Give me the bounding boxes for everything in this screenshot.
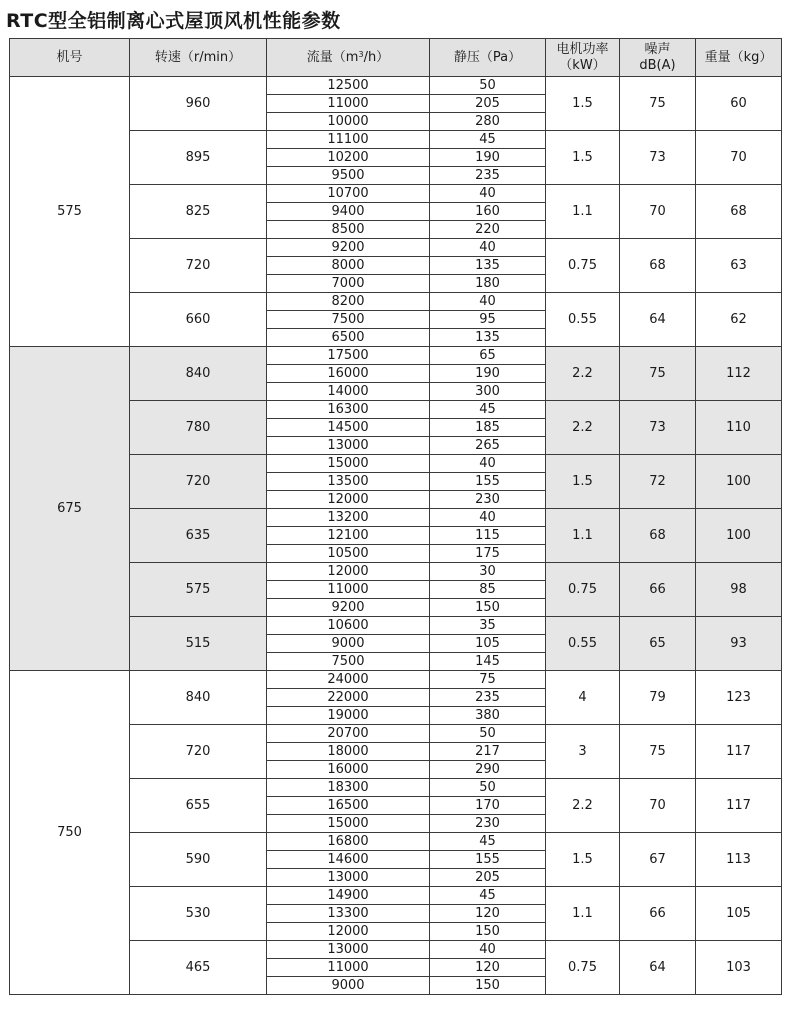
flow-cell: 9200 <box>267 239 430 257</box>
speed-cell: 515 <box>130 617 267 671</box>
header-power-line1: 电机功率 <box>556 41 609 57</box>
weight-cell: 112 <box>696 347 782 401</box>
noise-cell: 73 <box>620 401 696 455</box>
pressure-cell: 235 <box>430 167 546 185</box>
flow-cell: 7500 <box>267 653 430 671</box>
noise-cell: 64 <box>620 293 696 347</box>
pressure-cell: 290 <box>430 761 546 779</box>
weight-cell: 100 <box>696 509 782 563</box>
power-cell: 1.5 <box>546 455 620 509</box>
speed-cell: 720 <box>130 239 267 293</box>
power-cell: 0.75 <box>546 563 620 617</box>
pressure-cell: 150 <box>430 599 546 617</box>
weight-cell: 93 <box>696 617 782 671</box>
flow-cell: 12000 <box>267 563 430 581</box>
noise-cell: 73 <box>620 131 696 185</box>
noise-cell: 79 <box>620 671 696 725</box>
speed-cell: 660 <box>130 293 267 347</box>
flow-cell: 22000 <box>267 689 430 707</box>
flow-cell: 14900 <box>267 887 430 905</box>
pressure-cell: 265 <box>430 437 546 455</box>
flow-cell: 11100 <box>267 131 430 149</box>
pressure-cell: 300 <box>430 383 546 401</box>
flow-cell: 14600 <box>267 851 430 869</box>
header-pressure: 静压（Pa） <box>430 39 546 77</box>
flow-cell: 8000 <box>267 257 430 275</box>
flow-cell: 11000 <box>267 959 430 977</box>
power-cell: 1.5 <box>546 131 620 185</box>
pressure-cell: 135 <box>430 257 546 275</box>
header-noise <box>620 39 696 77</box>
flow-cell: 10000 <box>267 113 430 131</box>
speed-cell: 720 <box>130 455 267 509</box>
pressure-cell: 45 <box>430 401 546 419</box>
flow-cell: 7500 <box>267 311 430 329</box>
pressure-cell: 50 <box>430 725 546 743</box>
weight-cell: 113 <box>696 833 782 887</box>
weight-cell: 70 <box>696 131 782 185</box>
table-header-row <box>10 39 782 77</box>
flow-cell: 7000 <box>267 275 430 293</box>
flow-cell: 8200 <box>267 293 430 311</box>
flow-cell: 24000 <box>267 671 430 689</box>
pressure-cell: 205 <box>430 95 546 113</box>
flow-cell: 9000 <box>267 635 430 653</box>
header-flow-prefix: 流量（m <box>306 49 359 65</box>
flow-cell: 9500 <box>267 167 430 185</box>
speed-cell: 530 <box>130 887 267 941</box>
pressure-cell: 75 <box>430 671 546 689</box>
flow-cell: 15000 <box>267 815 430 833</box>
pressure-cell: 65 <box>430 347 546 365</box>
pressure-cell: 190 <box>430 149 546 167</box>
header-weight: 重量（kg） <box>696 39 782 77</box>
pressure-cell: 160 <box>430 203 546 221</box>
pressure-cell: 150 <box>430 923 546 941</box>
speed-cell: 720 <box>130 725 267 779</box>
pressure-cell: 170 <box>430 797 546 815</box>
flow-cell: 20700 <box>267 725 430 743</box>
pressure-cell: 280 <box>430 113 546 131</box>
pressure-cell: 120 <box>430 959 546 977</box>
pressure-cell: 30 <box>430 563 546 581</box>
table-row <box>10 671 782 689</box>
model-cell: 675 <box>10 347 130 671</box>
flow-cell: 10700 <box>267 185 430 203</box>
noise-cell: 65 <box>620 617 696 671</box>
pressure-cell: 40 <box>430 941 546 959</box>
pressure-cell: 145 <box>430 653 546 671</box>
pressure-cell: 155 <box>430 851 546 869</box>
pressure-cell: 35 <box>430 617 546 635</box>
speed-cell: 825 <box>130 185 267 239</box>
pressure-cell: 230 <box>430 815 546 833</box>
flow-cell: 8500 <box>267 221 430 239</box>
flow-cell: 13500 <box>267 473 430 491</box>
noise-cell: 66 <box>620 887 696 941</box>
pressure-cell: 150 <box>430 977 546 995</box>
header-model: 机号 <box>10 39 130 77</box>
pressure-cell: 175 <box>430 545 546 563</box>
speed-cell: 780 <box>130 401 267 455</box>
pressure-cell: 40 <box>430 455 546 473</box>
power-cell: 2.2 <box>546 347 620 401</box>
weight-cell: 63 <box>696 239 782 293</box>
pressure-cell: 185 <box>430 419 546 437</box>
weight-cell: 62 <box>696 293 782 347</box>
pressure-cell: 40 <box>430 239 546 257</box>
noise-cell: 75 <box>620 347 696 401</box>
power-cell: 2.2 <box>546 401 620 455</box>
flow-cell: 12100 <box>267 527 430 545</box>
header-flow-sup: 3 <box>358 49 364 59</box>
pressure-cell: 105 <box>430 635 546 653</box>
pressure-cell: 50 <box>430 779 546 797</box>
flow-cell: 10200 <box>267 149 430 167</box>
flow-cell: 9000 <box>267 977 430 995</box>
header-flow-suffix: /h） <box>363 49 390 65</box>
pressure-cell: 40 <box>430 509 546 527</box>
flow-cell: 19000 <box>267 707 430 725</box>
flow-cell: 17500 <box>267 347 430 365</box>
flow-cell: 10500 <box>267 545 430 563</box>
flow-cell: 13300 <box>267 905 430 923</box>
pressure-cell: 220 <box>430 221 546 239</box>
speed-cell: 590 <box>130 833 267 887</box>
speed-cell: 465 <box>130 941 267 995</box>
speed-cell: 575 <box>130 563 267 617</box>
power-cell: 0.75 <box>546 941 620 995</box>
flow-cell: 14000 <box>267 383 430 401</box>
flow-cell: 16300 <box>267 401 430 419</box>
header-power <box>546 39 620 77</box>
flow-cell: 11000 <box>267 581 430 599</box>
noise-cell: 68 <box>620 239 696 293</box>
flow-cell: 16000 <box>267 365 430 383</box>
page-title: RTC型全铝制离心式屋顶风机性能参数 <box>6 10 341 32</box>
pressure-cell: 40 <box>430 185 546 203</box>
flow-cell: 11000 <box>267 95 430 113</box>
weight-cell: 117 <box>696 779 782 833</box>
noise-cell: 75 <box>620 77 696 131</box>
table-row <box>10 347 782 365</box>
pressure-cell: 115 <box>430 527 546 545</box>
pressure-cell: 380 <box>430 707 546 725</box>
pressure-cell: 135 <box>430 329 546 347</box>
power-cell: 2.2 <box>546 779 620 833</box>
weight-cell: 100 <box>696 455 782 509</box>
flow-cell: 13200 <box>267 509 430 527</box>
model-cell: 575 <box>10 77 130 347</box>
performance-table <box>9 38 782 995</box>
speed-cell: 840 <box>130 347 267 401</box>
weight-cell: 103 <box>696 941 782 995</box>
pressure-cell: 205 <box>430 869 546 887</box>
pressure-cell: 120 <box>430 905 546 923</box>
flow-cell: 18000 <box>267 743 430 761</box>
header-power-line2: （kW） <box>559 57 606 73</box>
power-cell: 1.5 <box>546 833 620 887</box>
flow-cell: 16500 <box>267 797 430 815</box>
flow-cell: 16800 <box>267 833 430 851</box>
flow-cell: 15000 <box>267 455 430 473</box>
header-noise-line2: dB(A) <box>639 57 676 73</box>
power-cell: 1.1 <box>546 185 620 239</box>
power-cell: 3 <box>546 725 620 779</box>
weight-cell: 117 <box>696 725 782 779</box>
pressure-cell: 217 <box>430 743 546 761</box>
flow-cell: 13000 <box>267 437 430 455</box>
speed-cell: 960 <box>130 77 267 131</box>
table-row <box>10 77 782 95</box>
pressure-cell: 45 <box>430 833 546 851</box>
weight-cell: 98 <box>696 563 782 617</box>
flow-cell: 13000 <box>267 941 430 959</box>
header-noise-line1: 噪声 <box>644 41 671 57</box>
header-flow <box>267 39 430 77</box>
pressure-cell: 155 <box>430 473 546 491</box>
pressure-cell: 85 <box>430 581 546 599</box>
pressure-cell: 50 <box>430 77 546 95</box>
weight-cell: 123 <box>696 671 782 725</box>
flow-cell: 6500 <box>267 329 430 347</box>
pressure-cell: 230 <box>430 491 546 509</box>
power-cell: 0.55 <box>546 293 620 347</box>
noise-cell: 68 <box>620 509 696 563</box>
flow-cell: 16000 <box>267 761 430 779</box>
noise-cell: 66 <box>620 563 696 617</box>
header-speed: 转速（r/min） <box>130 39 267 77</box>
noise-cell: 67 <box>620 833 696 887</box>
power-cell: 0.75 <box>546 239 620 293</box>
power-cell: 1.1 <box>546 887 620 941</box>
flow-cell: 14500 <box>267 419 430 437</box>
flow-cell: 13000 <box>267 869 430 887</box>
weight-cell: 60 <box>696 77 782 131</box>
weight-cell: 68 <box>696 185 782 239</box>
noise-cell: 70 <box>620 779 696 833</box>
noise-cell: 70 <box>620 185 696 239</box>
pressure-cell: 235 <box>430 689 546 707</box>
pressure-cell: 180 <box>430 275 546 293</box>
power-cell: 0.55 <box>546 617 620 671</box>
speed-cell: 635 <box>130 509 267 563</box>
table-body <box>10 77 782 995</box>
noise-cell: 75 <box>620 725 696 779</box>
speed-cell: 840 <box>130 671 267 725</box>
flow-cell: 9400 <box>267 203 430 221</box>
flow-cell: 9200 <box>267 599 430 617</box>
weight-cell: 110 <box>696 401 782 455</box>
pressure-cell: 95 <box>430 311 546 329</box>
flow-cell: 12500 <box>267 77 430 95</box>
pressure-cell: 40 <box>430 293 546 311</box>
flow-cell: 18300 <box>267 779 430 797</box>
speed-cell: 895 <box>130 131 267 185</box>
pressure-cell: 190 <box>430 365 546 383</box>
noise-cell: 72 <box>620 455 696 509</box>
power-cell: 4 <box>546 671 620 725</box>
flow-cell: 12000 <box>267 491 430 509</box>
model-cell: 750 <box>10 671 130 995</box>
flow-cell: 10600 <box>267 617 430 635</box>
pressure-cell: 45 <box>430 887 546 905</box>
weight-cell: 105 <box>696 887 782 941</box>
noise-cell: 64 <box>620 941 696 995</box>
power-cell: 1.5 <box>546 77 620 131</box>
flow-cell: 12000 <box>267 923 430 941</box>
power-cell: 1.1 <box>546 509 620 563</box>
pressure-cell: 45 <box>430 131 546 149</box>
speed-cell: 655 <box>130 779 267 833</box>
